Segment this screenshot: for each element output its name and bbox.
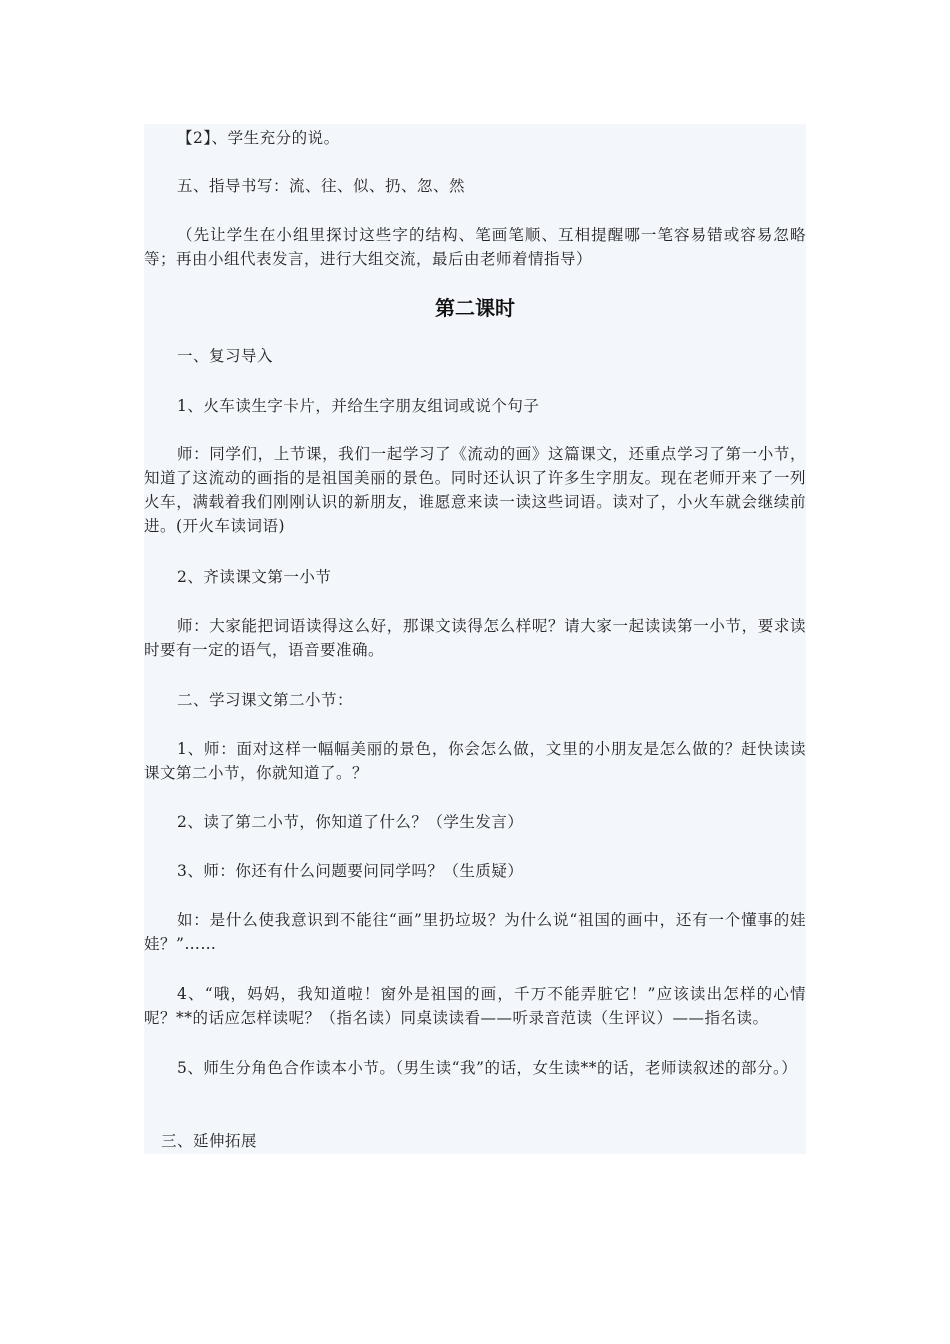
paragraph: （先让学生在小组里探讨这些字的结构、笔画笔顺、互相提醒哪一笔容易错或容易忽略等；再由小组代表发言，进行大组交流，最后由老师着情指导） <box>144 226 806 268</box>
paragraph: 2、齐读课文第一小节 <box>177 568 332 586</box>
paragraph: 4、“哦，妈妈，我知道啦！窗外是祖国的画，千万不能弄脏它！”应该读出怎样的心情呢？**的话应怎样读呢？（指名读）同桌读读看——听录音范读（生评议）——指名读。 <box>144 985 806 1027</box>
paragraph: 一、复习导入 <box>177 347 274 365</box>
paragraph: 3、师：你还有什么问题要问同学吗？（生质疑） <box>177 862 524 880</box>
paragraph: 如：是什么使我意识到不能往“画”里扔垃圾？为什么说“祖国的画中，还有一个懂事的娃娃？”…… <box>144 911 806 953</box>
paragraph: 5、师生分角色合作读本小节。（男生读“我”的话，女生读**的话，老师读叙述的部分。） <box>177 1059 798 1077</box>
paragraph: 1、师：面对这样一幅幅美丽的景色，你会怎么做，文里的小朋友是怎么做的？赶快读读课文第二小节，你就知道了。？ <box>144 740 806 782</box>
document-page <box>144 124 806 1154</box>
paragraph: 师：大家能把词语读得这么好，那课文读得怎么样呢？请大家一起读读第一小节，要求读时要有一定的语气，语音要准确。 <box>144 617 806 659</box>
section-heading: 第二课时 <box>435 296 515 320</box>
paragraph: 师：同学们，上节课，我们一起学习了《流动的画》这篇课文，还重点学习了第一小节，知道了这流动的画指的是祖国美丽的景色。同时还认识了许多生字朋友。现在老师开来了一列火车，满载着我们刚刚认识的新朋友，谁愿意来读一读这些词语。读对了，小火车就会继续前进。(开火车读词语) <box>144 445 806 535</box>
paragraph: 二、学习课文第二小节： <box>177 691 354 709</box>
paragraph: 2、读了第二小节，你知道了什么？（学生发言） <box>177 813 524 831</box>
paragraph: 【2】、学生充分的说。 <box>177 129 340 147</box>
paragraph: 1、火车读生字卡片，并给生字朋友组词或说个句子 <box>177 397 540 415</box>
paragraph: 三、延伸拓展 <box>161 1132 258 1150</box>
paragraph: 五、指导书写：流、往、似、扔、忽、然 <box>177 177 466 195</box>
